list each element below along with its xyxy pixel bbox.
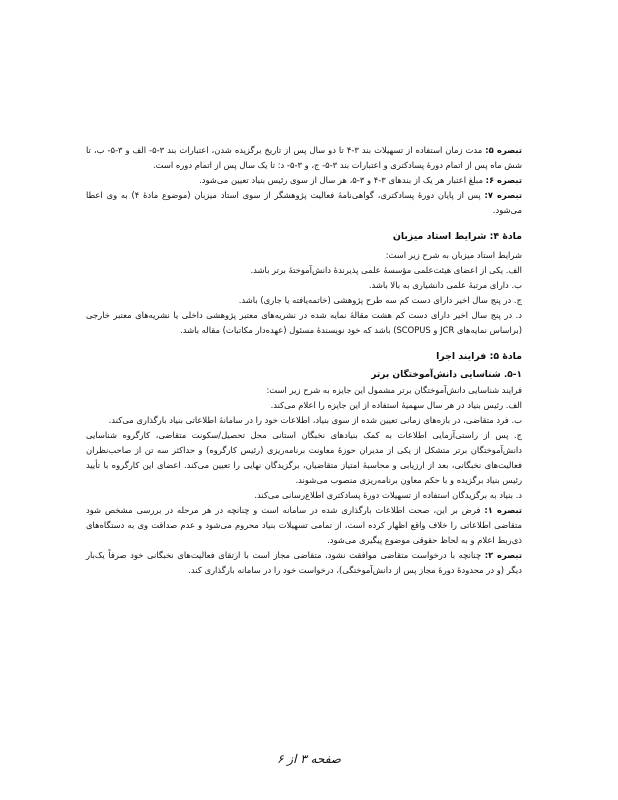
note-text: چنانچه با درخواست متقاضی موافقت نشود، متقاضی مجاز است با ارتقای فعالیت‌های نخبگانی خود صرفاً یک‌بار دیگر (و در محدودهٔ دورهٔ مجاز پس از دانش‌آموختگی)، درخواست خود را در سامانه بارگذاری کند. — [86, 550, 522, 575]
section-5-1-heading: ۵-۱. شناسایی دانش‌آموختگان برتر — [371, 370, 522, 380]
note-label: تبصره ۶: — [485, 175, 522, 185]
note-text: مدت زمان استفاده از تسهیلات بند ۳-۴ تا دو سال پس از تاریخ برگزیده شدن، اعتبارات بند ۳-۵- الف و ۳-۵- ب، تا شش ماه پس از اتمام دورهٔ پسادکتری و اعتبارات بند ۳-۵- ج، و ۳-۵- د: تا یک سال پس از اتمام دوره است. — [86, 145, 522, 170]
note-5 — [86, 143, 522, 173]
article-5-item-c: ج. پس از راستی‌آزمایی اطلاعات به کمک بنیادهای نخبگان استانی محل تحصیل/سکونت متقاضی، کارگروه شناسایی دانش‌آموختگان برتر متشکل از یکی از مدیران حوزهٔ معاونت برنامه‌ریزی (رئیس کارگروه) و حداکثر سه تن از صاحب‌نظران فعالیت‌های نخبگانی، بعد از ارزیابی و محاسبهٔ امتیاز متقاضیان، برگزیدگان نهایی را تعیین می‌کند. اعضای این کارگروه با تأیید رئیس بنیاد برگزیده و با حکم معاون برنامه‌ریزی منصوب می‌شوند. — [86, 430, 522, 485]
article-5-heading: مادهٔ ۵: فرایند اجرا — [436, 351, 522, 362]
note-text: فرض بر این، صحت اطلاعات بارگذاری شده در سامانه است و چنانچه در هر مرحله در بررسی مشخص شود متقاضی اطلاعاتی را خلاف واقع اظهار کرده است، از تمامی تسهیلات بنیاد محروم می‌شود و عدم صداقت وی به دستگاه‌های ذی‌ربط اعلام و به لحاظ حقوقی موضوع پیگیری می‌شود. — [86, 505, 522, 545]
article-4-item-a: الف. یکی از اعضای هیئت‌علمی مؤسسهٔ علمی پذیرندهٔ دانش‌آموختهٔ برتر باشد. — [250, 265, 522, 275]
article-5-item-a: الف. رئیس بنیاد در هر سال سهمیهٔ استفاده از این جایزه را اعلام می‌کند. — [270, 400, 522, 410]
note-2 — [86, 548, 522, 578]
note-text: پس از پایان دورهٔ پسادکتری، گواهی‌نامهٔ فعالیت پژوهشگر از سوی استاد میزبان (موضوع مادهٔ ۴) به وی اعطا می‌شود. — [86, 190, 522, 215]
page-number: صفحه ۳ از ۶ — [277, 752, 341, 766]
note-label: تبصره ۱: — [484, 505, 523, 515]
note-6 — [86, 173, 522, 188]
article-5-item-b: ب. فرد متقاضی، در بازه‌های زمانی تعیین شده از سوی بنیاد، اطلاعات خود را در سامانهٔ اطلاعاتی بنیاد بارگذاری می‌کند. — [108, 415, 522, 425]
article-4-intro: شرایط استاد میزبان به شرح زیر است: — [385, 250, 522, 260]
article-4-item-b: ب. دارای مرتبهٔ علمی دانشیاری به بالا باشد. — [368, 280, 522, 290]
article-4-item-c: ج. در پنج سال اخیر دارای دست کم سه طرح پژوهشی (خاتمه‌یافته یا جاری) باشد. — [238, 295, 522, 305]
note-text: مبلغ اعتبار هر یک از بندهای ۳-۴ و ۳-۵، هر سال از سوی رئیس بنیاد تعیین می‌شود. — [199, 175, 483, 185]
article-4-item-d: د. در پنج سال اخیر دارای دست کم هشت مقالهٔ نمایه شده در نشریه‌های معتبر پژوهشی داخلی یا نشریه‌های معتبر خارجی (براساس نمایه‌های JCR و SCOPUS) باشد که خود نویسندهٔ مسئول (عهده‌دار مکاتبات) مقاله باشد. — [86, 310, 522, 335]
note-label: تبصره ۷: — [484, 190, 523, 200]
article-5-intro: فرایند شناسایی دانش‌آموختگان برتر مشمول این جایزه به شرح زیر است: — [266, 385, 522, 395]
document-body — [86, 143, 522, 578]
note-label: تبصره ۵: — [485, 145, 522, 155]
article-4-heading: مادهٔ ۴: شرایط استاد میزبان — [392, 231, 522, 242]
note-7 — [86, 188, 522, 218]
article-5-item-d: د. بنیاد به برگزیدگان استفاده از تسهیلات دورهٔ پسادکتری اطلاع‌رسانی می‌کند. — [254, 490, 522, 500]
note-label: تبصره ۲: — [484, 550, 522, 560]
note-1 — [86, 503, 522, 548]
